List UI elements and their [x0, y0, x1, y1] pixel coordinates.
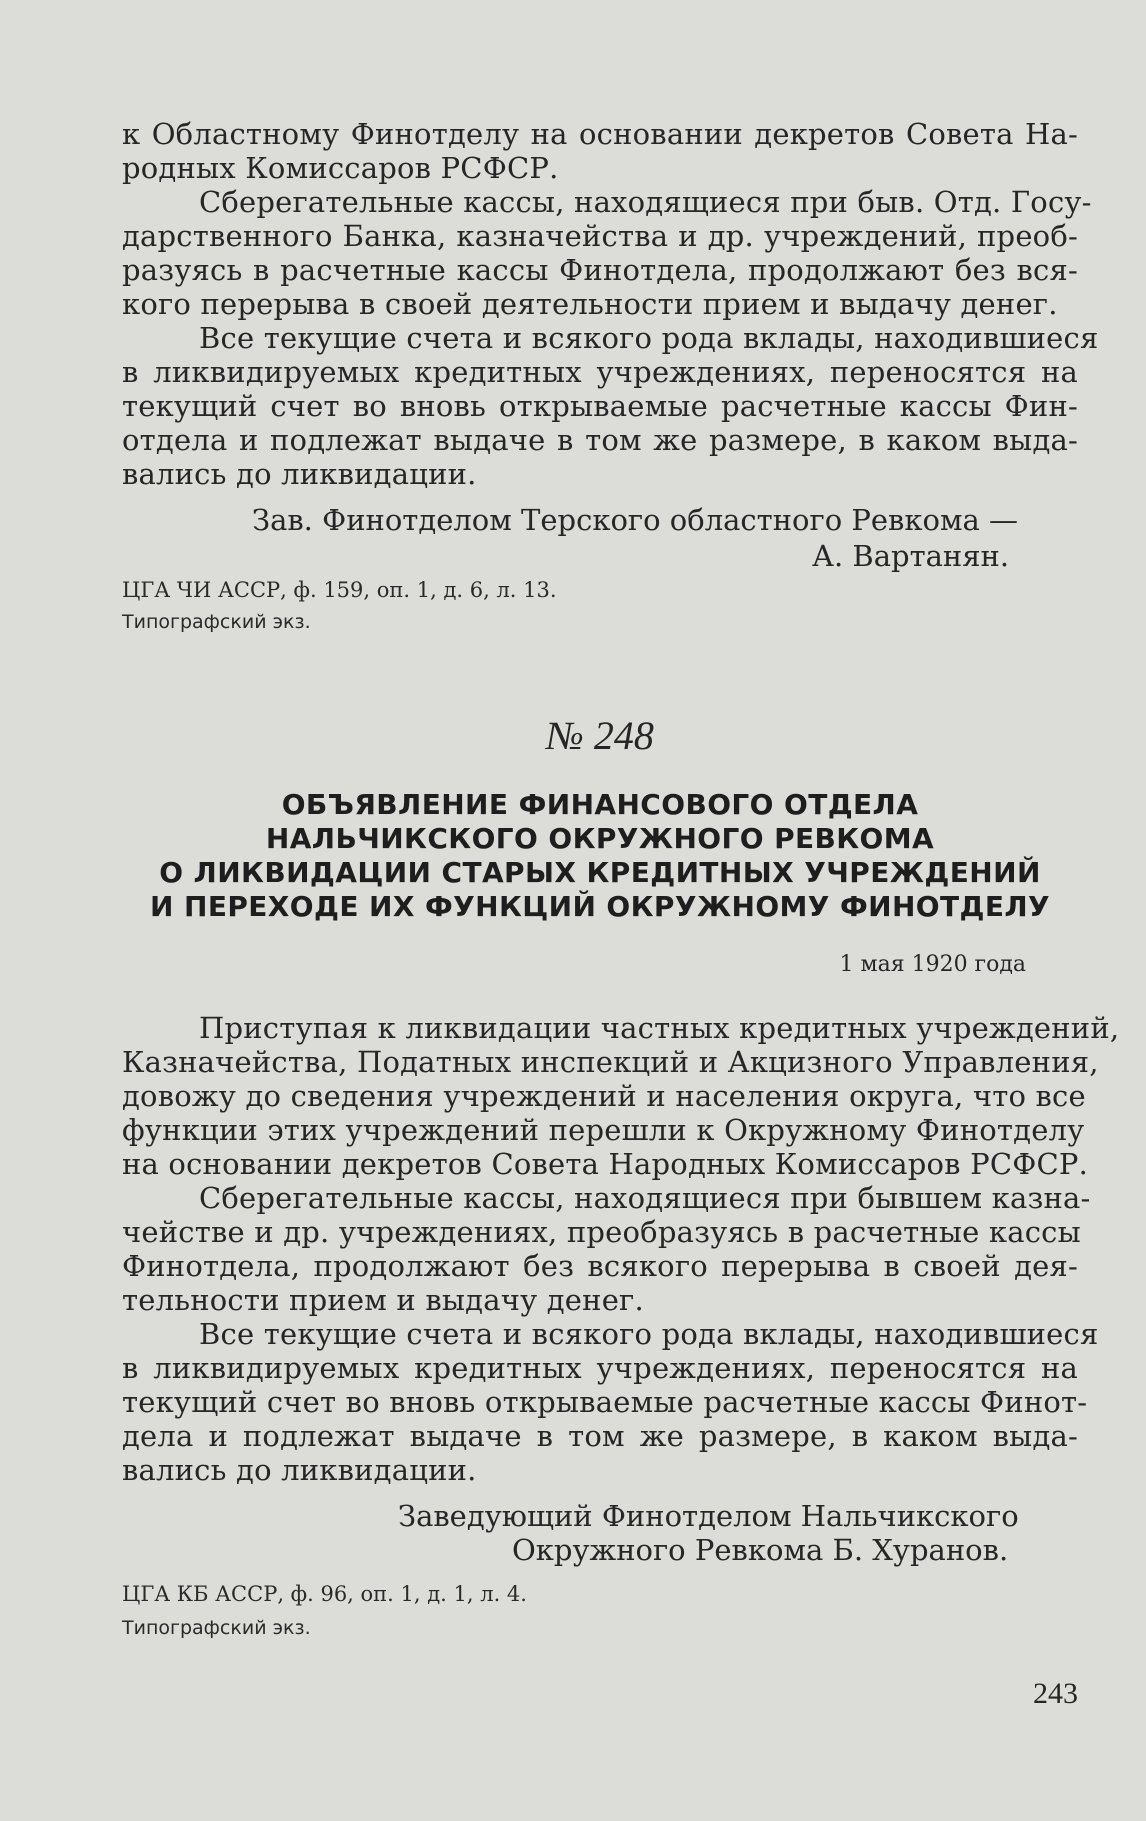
copy-type: Типографский экз. — [122, 611, 311, 633]
signature-name: Окружного Ревкома Б. Хуранов. — [512, 1533, 1009, 1567]
page-number: 243 — [1033, 1677, 1078, 1710]
paragraph-line: в ликвидируемых кредитных учреждениях, переносятся на — [122, 1351, 1078, 1385]
paragraph-line: Сберегательные кассы, находящиеся при быв. Отд. Госу- — [199, 185, 1092, 219]
paragraph-line: тельности прием и выдачу денег. — [122, 1283, 644, 1317]
document-title-line: НАЛЬЧИКСКОГО ОКРУЖНОГО РЕВКОМА — [265, 822, 935, 855]
copy-type: Типографский экз. — [122, 1617, 311, 1639]
paragraph-line: родных Комиссаров РСФСР. — [122, 151, 559, 185]
paragraph-line: отдела и подлежат выдаче в том же размере, в каком выда- — [122, 423, 1078, 457]
paragraph-line: вались до ликвидации. — [122, 457, 477, 491]
paragraph-line: на основании декретов Совета Народных Комиссаров РСФСР. — [122, 1147, 1089, 1181]
document-title-line: О ЛИКВИДАЦИИ СТАРЫХ КРЕДИТНЫХ УЧРЕЖДЕНИЙ — [159, 856, 1041, 889]
archive-source: ЦГА КБ АССР, ф. 96, оп. 1, д. 1, л. 4. — [122, 1582, 527, 1606]
signature-title: Заведующий Финотделом Нальчикского — [398, 1499, 1019, 1533]
paragraph-line: текущий счет во вновь открываемые расчетные кассы Финот- — [122, 1385, 1088, 1419]
paragraph-line: вались до ликвидации. — [122, 1453, 477, 1487]
paragraph-line: Все текущие счета и всякого рода вклады, находившиеся — [199, 1317, 1099, 1351]
paragraph-line: чействе и др. учреждениях, преобразуясь в расчетные кассы — [122, 1215, 1081, 1249]
document-number: № 248 — [546, 713, 654, 758]
paragraph-line: к Областному Финотделу на основании декретов Совета На- — [122, 117, 1078, 151]
paragraph-line: довожу до сведения учреждений и населения округа, что все — [122, 1079, 1086, 1113]
signature-name: А. Вартанян. — [812, 539, 1010, 573]
text-column — [122, 0, 1120, 1821]
paragraph-line: дарственного Банка, казначейства и др. учреждений, преоб- — [122, 219, 1078, 253]
paragraph-line: в ликвидируемых кредитных учреждениях, переносятся на — [122, 355, 1078, 389]
document-title-line: И ПЕРЕХОДЕ ИХ ФУНКЦИЙ ОКРУЖНОМУ ФИНОТДЕЛУ — [150, 890, 1050, 923]
paragraph-line: текущий счет во вновь открываемые расчетные кассы Фин- — [122, 389, 1078, 423]
paragraph-line: кого перерыва в своей деятельности прием и выдачу денег. — [122, 287, 1058, 321]
paragraph-line: Приступая к ликвидации частных кредитных учреждений, — [199, 1011, 1120, 1045]
document-title-line: ОБЪЯВЛЕНИЕ ФИНАНСОВОГО ОТДЕЛА — [281, 788, 919, 821]
paragraph-line: разуясь в расчетные кассы Финотдела, продолжают без вся- — [122, 253, 1078, 287]
document-date: 1 мая 1920 года — [839, 952, 1026, 977]
archive-source: ЦГА ЧИ АССР, ф. 159, оп. 1, д. 6, л. 13. — [122, 578, 557, 602]
paragraph-line: дела и подлежат выдаче в том же размере, в каком выда- — [122, 1419, 1078, 1453]
paragraph-line: Все текущие счета и всякого рода вклады, находившиеся — [199, 321, 1099, 355]
paragraph-line: функции этих учреждений перешли к Окружному Финотделу — [122, 1113, 1085, 1147]
signature-title: Зав. Финотделом Терского областного Ревкома — — [252, 503, 1019, 537]
paragraph-line: Сберегательные кассы, находящиеся при бывшем казна- — [199, 1181, 1091, 1215]
paragraph-line: Финотдела, продолжают без всякого перерыва в своей дея- — [122, 1249, 1078, 1283]
paragraph-line: Казначейства, Податных инспекций и Акцизного Управления, — [122, 1045, 1099, 1079]
